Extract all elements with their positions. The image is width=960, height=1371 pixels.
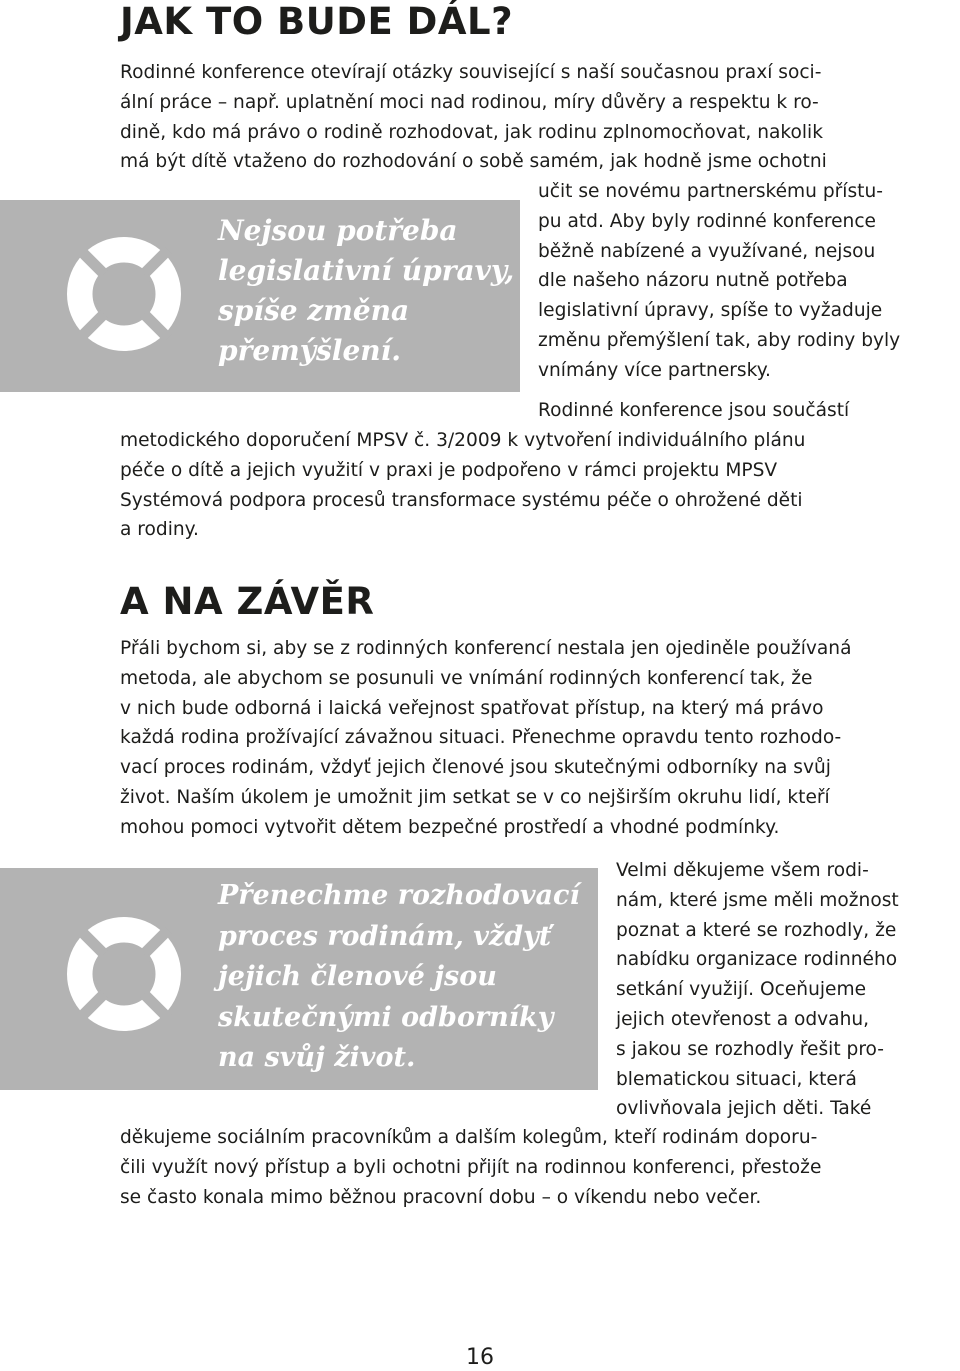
quote-line: skutečnými odborníky — [218, 1001, 554, 1033]
pull-quote-text — [218, 211, 514, 371]
paragraph-thanks-continued — [120, 1123, 821, 1212]
paragraph-thanks — [616, 856, 899, 1124]
pull-quote-box — [0, 868, 598, 1090]
quote-line: jejich členové jsou — [218, 961, 497, 992]
text-line: ovlivňovala jejich děti. Také — [616, 1098, 872, 1120]
text-line: běžně nabízené a využívané, nejsou — [538, 240, 876, 262]
text-line: jejich otevřenost a odvahu, — [616, 1008, 870, 1030]
text-line: Rodinné konference otevírají otázky související s naší současnou praxí soci- — [120, 62, 822, 83]
text-line: poznat a které se rozhodly, že — [616, 919, 897, 941]
paragraph-mpsv — [120, 426, 805, 545]
text-line: legislativní úpravy, spíše to vyžaduje — [538, 300, 883, 322]
text-line: nabídku organizace rodinného — [616, 949, 898, 971]
text-line: děkujeme sociálním pracovníkům a dalším kolegům, kteří rodinám doporu- — [120, 1127, 818, 1148]
text-line: blematickou situaci, která — [616, 1068, 857, 1090]
pull-quote-box — [0, 200, 520, 392]
quote-line: na svůj život. — [218, 1042, 416, 1073]
text-line: Rodinné konference jsou součástí — [538, 400, 850, 421]
text-line: učit se novému partnerskému přístu- — [538, 181, 883, 202]
text-line: ální práce – např. uplatnění moci nad rodinou, míry důvěry a respektu k ro- — [120, 91, 819, 113]
quote-line: proces rodinám, vždyť — [218, 920, 552, 952]
text-line: Přáli bychom si, aby se z rodinných konferencí nestala jen ojediněle používaná — [120, 638, 852, 659]
paragraph-intro-continued — [538, 177, 900, 386]
text-line: mohou pomoci vytvořit dětem bezpečné prostředí a vhodné podmínky. — [120, 816, 780, 838]
quote-line: legislativní úpravy, — [218, 254, 515, 287]
lifebuoy-icon — [62, 912, 186, 1036]
quote-line: Přenechme rozhodovací — [218, 880, 580, 911]
text-line: dle našeho názoru nutně potřeba — [538, 270, 848, 292]
text-line: Systémová podpora procesů transformace systému péče o ohrožené děti — [120, 489, 803, 511]
paragraph-intro — [120, 58, 827, 177]
text-line: pu atd. Aby byly rodinné konference — [538, 210, 877, 232]
text-line: vnímány více partnersky. — [538, 359, 771, 381]
text-line: metodického doporučení MPSV č. 3/2009 k vytvoření individuálního plánu — [120, 430, 806, 451]
lifebuoy-icon — [62, 232, 186, 356]
text-line: má být dítě vtaženo do rozhodování o sobě samém, jak hodně jsme ochotni — [120, 151, 827, 173]
text-line: život. Naším úkolem je umožnit jim setkat se v co nejširším okruhu lidí, kteří — [120, 786, 830, 808]
page-number: 16 — [466, 1345, 494, 1370]
text-line: vací proces rodinám, vždyť jejich členové jsou skutečnými odborníky na svůj — [120, 757, 831, 779]
text-line: Velmi děkujeme všem rodi- — [616, 860, 869, 881]
text-line: nám, které jsme měli možnost — [616, 889, 899, 911]
text-line: setkání využijí. Oceňujeme — [616, 979, 867, 1001]
quote-line: spíše změna — [218, 294, 410, 327]
text-line: každá rodina prožívající závažnou situaci. Přenechme opravdu tento rozhodo- — [120, 727, 842, 749]
pull-quote-text — [218, 876, 580, 1079]
text-line: dině, kdo má právo o rodině rozhodovat, jak rodinu zplnomocňovat, nakolik — [120, 121, 823, 143]
text-line: v nich bude odborná i laická veřejnost spatřovat přístup, na který má právo — [120, 697, 824, 719]
paragraph-mpsv-first-line — [538, 396, 849, 426]
text-line: metoda, ale abychom se posunuli ve vnímání rodinných konferencí tak, že — [120, 667, 813, 689]
section-heading-a-na-zaver: A NA ZÁVĚR — [120, 580, 375, 623]
quote-line: Nejsou potřeba — [218, 214, 458, 247]
text-line: péče o dítě a jejich využití v praxi je podpořeno v rámci projektu MPSV — [120, 459, 778, 481]
paragraph-conclusion — [120, 634, 851, 843]
section-heading-jak-to-bude-dal: JAK TO BUDE DÁL? — [120, 0, 514, 43]
text-line: a rodiny. — [120, 519, 199, 541]
text-line: se často konala mimo běžnou pracovní dobu – o víkendu nebo večer. — [120, 1186, 762, 1208]
text-line: s jakou se rozhodly řešit pro- — [616, 1038, 884, 1060]
quote-line: přemýšlení. — [218, 334, 401, 367]
text-line: čili využít nový přístup a byli ochotni přijít na rodinnou konferenci, přestože — [120, 1156, 822, 1178]
text-line: změnu přemýšlení tak, aby rodiny byly — [538, 329, 901, 351]
